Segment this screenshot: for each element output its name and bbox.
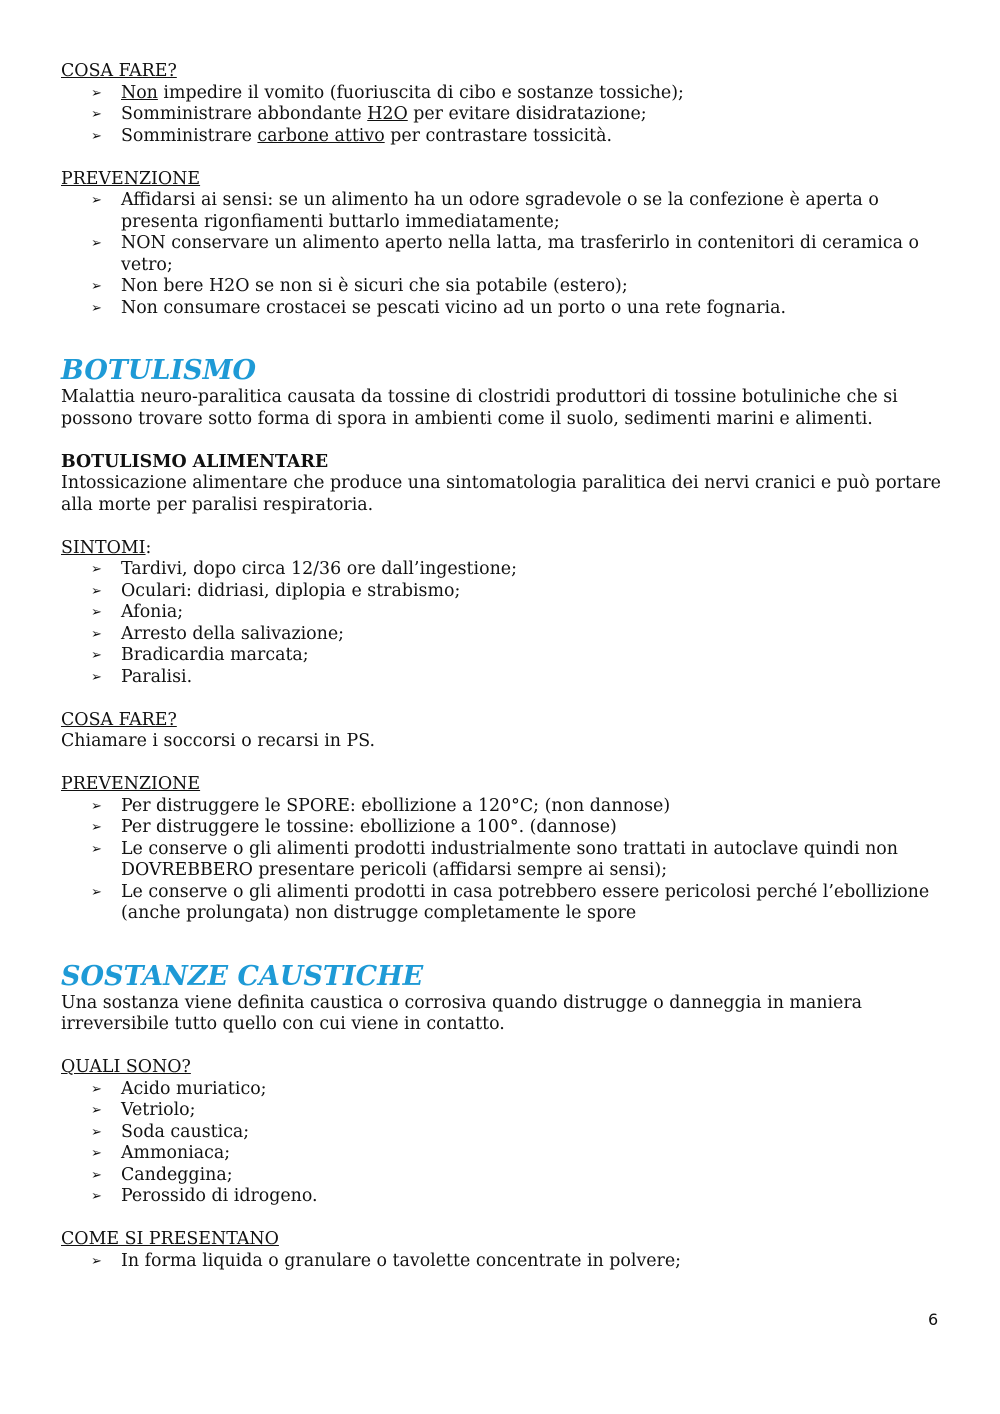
- arrow-bullet-icon: ➢: [91, 236, 102, 251]
- list-item: [91, 645, 941, 667]
- arrow-bullet-icon: ➢: [91, 820, 102, 835]
- arrow-bullet-icon: ➢: [91, 1146, 102, 1161]
- arrow-bullet-icon: ➢: [91, 841, 102, 857]
- list-item: [91, 1121, 941, 1144]
- arrow-bullet-icon: ➢: [91, 648, 102, 663]
- caustiche-title: SOSTANZE CAUSTICHE: [61, 960, 424, 992]
- sintomi-colon: :: [145, 537, 152, 558]
- list-item-text: Affidarsi ai sensi: se un alimento ha un odore sgradevole o se la confezione è aperta o presenta rigonfiamenti buttarlo immediatamente;: [121, 190, 879, 232]
- list-item-text: Oculari: didriasi, diplopia e strabismo;: [121, 580, 461, 601]
- cosa-fare-list: [61, 83, 941, 148]
- arrow-bullet-icon: ➢: [91, 1081, 102, 1097]
- list-item-text: Acido muriatico;: [121, 1078, 267, 1099]
- sintomi-heading: [61, 538, 941, 560]
- list-item-text: Afonia;: [121, 602, 184, 622]
- list-item: [91, 817, 941, 839]
- arrow-bullet-icon: ➢: [91, 128, 102, 144]
- list-item-text: Non consumare crostacei se pescati vicino ad un porto o una rete fognaria.: [121, 297, 786, 318]
- list-item-text: Tardivi, dopo circa 12/36 ore dall’ingestione;: [121, 559, 517, 579]
- list-item-text: Per distruggere le SPORE: ebollizione a 120°C; (non dannose): [121, 795, 671, 816]
- list-item: [91, 1100, 941, 1122]
- list-item-text: Vetriolo;: [121, 1100, 196, 1120]
- arrow-bullet-icon: ➢: [91, 1124, 102, 1140]
- list-item-text: Perossido di idrogeno.: [121, 1186, 318, 1206]
- arrow-bullet-icon: ➢: [91, 562, 102, 577]
- list-item-text: Candeggina;: [121, 1164, 233, 1185]
- list-item: [91, 838, 941, 882]
- botulismo-prevenzione-heading: PREVENZIONE: [61, 774, 201, 794]
- list-item: [91, 104, 941, 126]
- list-item: [91, 795, 941, 818]
- arrow-bullet-icon: ➢: [91, 300, 102, 316]
- list-item: [91, 666, 941, 689]
- list-item: [91, 1143, 941, 1165]
- botulismo-alimentare-heading: BOTULISMO ALIMENTARE: [61, 451, 329, 472]
- document-page: [61, 61, 941, 1272]
- list-item: [91, 602, 941, 624]
- list-item-text: per evitare disidratazione;: [407, 104, 647, 124]
- arrow-bullet-icon: ➢: [91, 605, 102, 620]
- list-item: [91, 623, 941, 646]
- arrow-bullet-icon: ➢: [91, 884, 102, 900]
- list-item-text: Per distruggere le tossine: ebollizione a 100°. (dannose): [121, 817, 617, 837]
- come-si-presentano-list: [61, 1251, 941, 1273]
- list-item-text: Le conserve o gli alimenti prodotti industrialmente sono trattati in autoclave quindi non DOVREBBERO presentare pericoli (affidarsi sempre ai sensi);: [121, 838, 898, 880]
- come-si-presentano-heading: COME SI PRESENTANO: [61, 1229, 279, 1249]
- list-item-text: Arresto della salivazione;: [121, 623, 344, 644]
- arrow-bullet-icon: ➢: [91, 583, 102, 599]
- page-number: 6: [928, 1310, 939, 1329]
- list-item: [91, 1078, 941, 1101]
- list-item-text: Soda caustica;: [121, 1121, 250, 1142]
- list-item: [91, 1186, 941, 1208]
- list-item: [91, 190, 941, 233]
- list-item-text: Le conserve o gli alimenti prodotti in casa potrebbero essere pericolosi perché l’ebollizione (anche prolungata) non distrugge completamente le spore: [121, 881, 930, 923]
- list-item-text: Ammoniaca;: [121, 1143, 231, 1163]
- arrow-bullet-icon: ➢: [91, 1103, 102, 1118]
- botulismo-cosa-fare-text: Chiamare i soccorsi o recarsi in PS.: [61, 731, 376, 751]
- list-item-text: per contrastare tossicità.: [384, 125, 613, 146]
- list-item: [91, 82, 941, 105]
- list-item-text: In forma liquida o granulare o tavolette concentrate in polvere;: [121, 1250, 681, 1271]
- arrow-bullet-icon: ➢: [91, 669, 102, 685]
- list-item: [91, 580, 941, 603]
- list-item: [91, 233, 941, 276]
- list-item: [91, 1250, 941, 1273]
- list-item-text: impedire il vomito (fuoriuscita di cibo e sostanze tossiche);: [157, 82, 684, 103]
- arrow-bullet-icon: ➢: [91, 279, 102, 294]
- botulismo-alimentare-text: Intossicazione alimentare che produce una sintomatologia paralitica dei nervi cranici e può portare alla morte per paralisi respiratoria.: [61, 473, 941, 515]
- arrow-bullet-icon: ➢: [91, 1253, 102, 1269]
- list-item: [91, 881, 941, 925]
- prevenzione-heading: PREVENZIONE: [61, 168, 201, 189]
- list-item-text: NON conservare un alimento aperto nella latta, ma trasferirlo in contenitori di ceramica o vetro;: [121, 233, 919, 275]
- botulismo-title: BOTULISMO: [61, 355, 256, 386]
- list-item: [91, 125, 941, 148]
- sintomi-list: [61, 559, 941, 688]
- emphasis-text: Non: [121, 82, 158, 103]
- list-item-text: Somministrare: [121, 125, 258, 146]
- caustiche-intro: Una sostanza viene definita caustica o corrosiva quando distrugge o danneggia in maniera irreversibile tutto quello con cui viene in contatto.: [61, 992, 863, 1034]
- sintomi-label: SINTOMI: [61, 537, 146, 558]
- botulismo-prevenzione-list: [61, 796, 941, 925]
- quali-sono-heading: QUALI SONO?: [61, 1057, 191, 1077]
- list-item: [91, 1164, 941, 1187]
- list-item-text: Somministrare abbondante: [121, 104, 368, 124]
- arrow-bullet-icon: ➢: [91, 85, 102, 101]
- emphasis-text: carbone attivo: [257, 125, 385, 146]
- arrow-bullet-icon: ➢: [91, 798, 102, 814]
- quali-sono-list: [61, 1079, 941, 1208]
- list-item-text: Non bere H2O se non si è sicuri che sia potabile (estero);: [121, 276, 628, 296]
- arrow-bullet-icon: ➢: [91, 626, 102, 642]
- arrow-bullet-icon: ➢: [91, 107, 102, 122]
- list-item-text: Bradicardia marcata;: [121, 645, 309, 665]
- prevenzione-list: [61, 190, 941, 319]
- arrow-bullet-icon: ➢: [91, 1167, 102, 1183]
- list-item: [91, 297, 941, 320]
- list-item: [91, 559, 941, 581]
- cosa-fare-heading: COSA FARE?: [61, 61, 177, 81]
- list-item: [91, 276, 941, 298]
- list-item-text: Paralisi.: [121, 666, 193, 687]
- arrow-bullet-icon: ➢: [91, 1189, 102, 1204]
- botulismo-intro: Malattia neuro-paralitica causata da tossine di clostridi produttori di tossine botuliniche che si possono trovare sotto forma di spora in ambienti come il suolo, sedimenti marini e alimenti.: [61, 387, 898, 429]
- botulismo-cosa-fare-heading: COSA FARE?: [61, 709, 177, 730]
- emphasis-text: H2O: [367, 104, 408, 124]
- arrow-bullet-icon: ➢: [91, 193, 102, 208]
